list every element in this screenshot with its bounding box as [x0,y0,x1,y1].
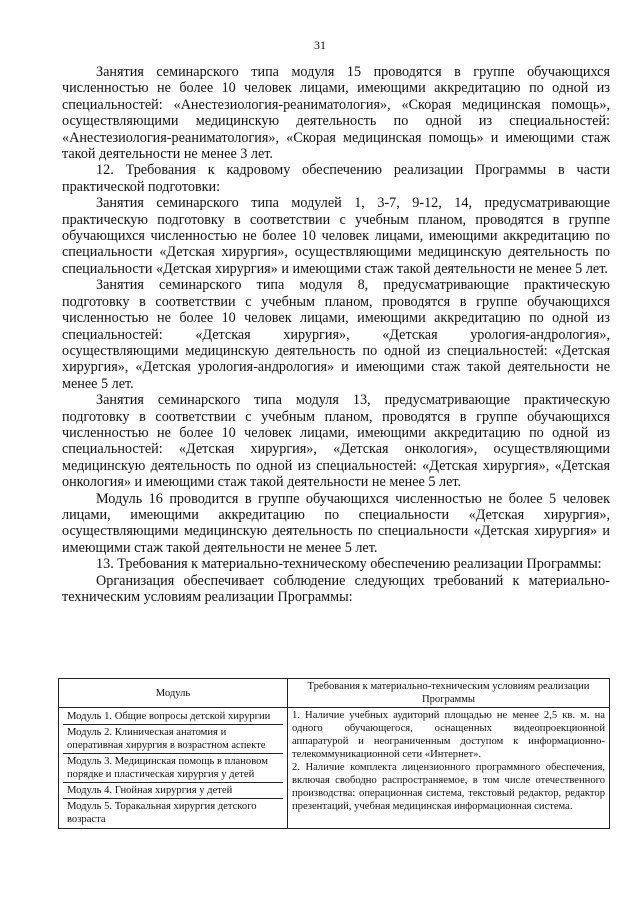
module-item: Модуль 3. Медицинская помощь в плановом порядке и пластическая хирургия у детей [63,754,283,783]
section-heading-13: 13. Требования к материально-техническому обеспечению реализации Программы: [96,556,602,573]
table-row [59,708,610,829]
modules-cell [59,708,288,829]
requirement-item: 1. Наличие учебных аудиторий площадью не менее 2,5 кв. м. на одного обучающегося, оснащенных видеопроекционной аппаратурой и неограниченным доступом к информационно-телекоммуникационной сети «Интернет». [292,710,605,760]
page-number: 31 [314,38,326,52]
module-item: Модуль 2. Клиническая анатомия и оперативная хирургия в возрастном аспекте [63,725,283,754]
paragraph: Модуль 16 проводится в группе обучающихся численностью не более 5 человек лицами, имеющими аккредитацию по специальности «Детская хирургия», осуществляющими медицинскую деятельность по специальности «Детская хирургия» и имеющими стаж такой деятельности не менее 5 лет. [62,490,610,556]
column-header-requirements: Требования к материально-техническим условиям реализации Программы [288,679,610,708]
module-item: Модуль 5. Торакальная хирургия детского возраста [67,801,257,825]
module-item: Модуль 1. Общие вопросы детской хирургии [63,709,283,725]
paragraph: Занятия семинарского типа модуля 8, предусматривающие практическую подготовку в соответствии с учебным планом, проводятся в группе обучающихся численностью не более 10 человек лицами, имеющими аккредитацию по одной из специальностей: «Детская хирургия», «Детская урология-андрология», осуществляющими медицинскую деятельность по одной из специальностей: «Детская хирургия», «Детская урология-андрология» и имеющими стаж такой деятельности не менее 5 лет. [62,277,610,392]
paragraph: Занятия семинарского типа модуля 13, предусматривающие практическую подготовку в соответствии с учебным планом, проводятся в группе обучающихся численностью не более 10 человек лицами, имеющими аккредитацию по одной из специальностей: «Детская хирургия», «Детская онкология», осуществляющими медицинскую деятельность по одной из специальностей: «Детская хирургия», «Детская онкология» и имеющими стаж такой деятельности не менее 5 лет. [62,392,610,491]
requirement-item: 2. Наличие комплекта лицензионного программного обеспечения, включая свободно распространяемое, в том числе отечественного производства: операционная система, текстовый редактор, редактор презентаций, учебная медицинская информационная система. [292,762,605,812]
section-heading-12: 12. Требования к кадровому обеспечению реализации Программы в части практической подготовки: [62,162,610,195]
requirements-table [58,678,610,829]
body-text [62,64,610,605]
module-item: Модуль 4. Гнойная хирургия у детей [63,783,283,799]
requirements-cell [288,708,610,829]
paragraph: Занятия семинарского типа модулей 1, 3-7, 9-12, 14, предусматривающие практическую подготовку в соответствии с учебным планом, проводятся в группе обучающихся численностью не более 10 человек лицами, имеющими аккредитацию по специальности «Детская хирургия», осуществляющими медицинскую деятельность по специальности «Детская хирургия» и имеющими стаж такой деятельности не менее 5 лет. [62,195,610,277]
paragraph: Организация обеспечивает соблюдение следующих требований к материально-техническим условиям реализации Программы: [62,572,610,605]
paragraph: Занятия семинарского типа модуля 15 проводятся в группе обучающихся численностью не более 10 человек лицами, имеющими аккредитацию по одной из специальностей: «Анестезиология-реаниматология», «Скорая медицинская помощь», осуществляющими медицинскую деятельность по одной из специальностей: «Анестезиология-реаниматология», «Скорая медицинская помощь» и имеющими стаж такой деятельности не менее 3 лет. [62,64,610,163]
table-header-row [59,679,610,708]
column-header-module: Модуль [59,679,288,708]
